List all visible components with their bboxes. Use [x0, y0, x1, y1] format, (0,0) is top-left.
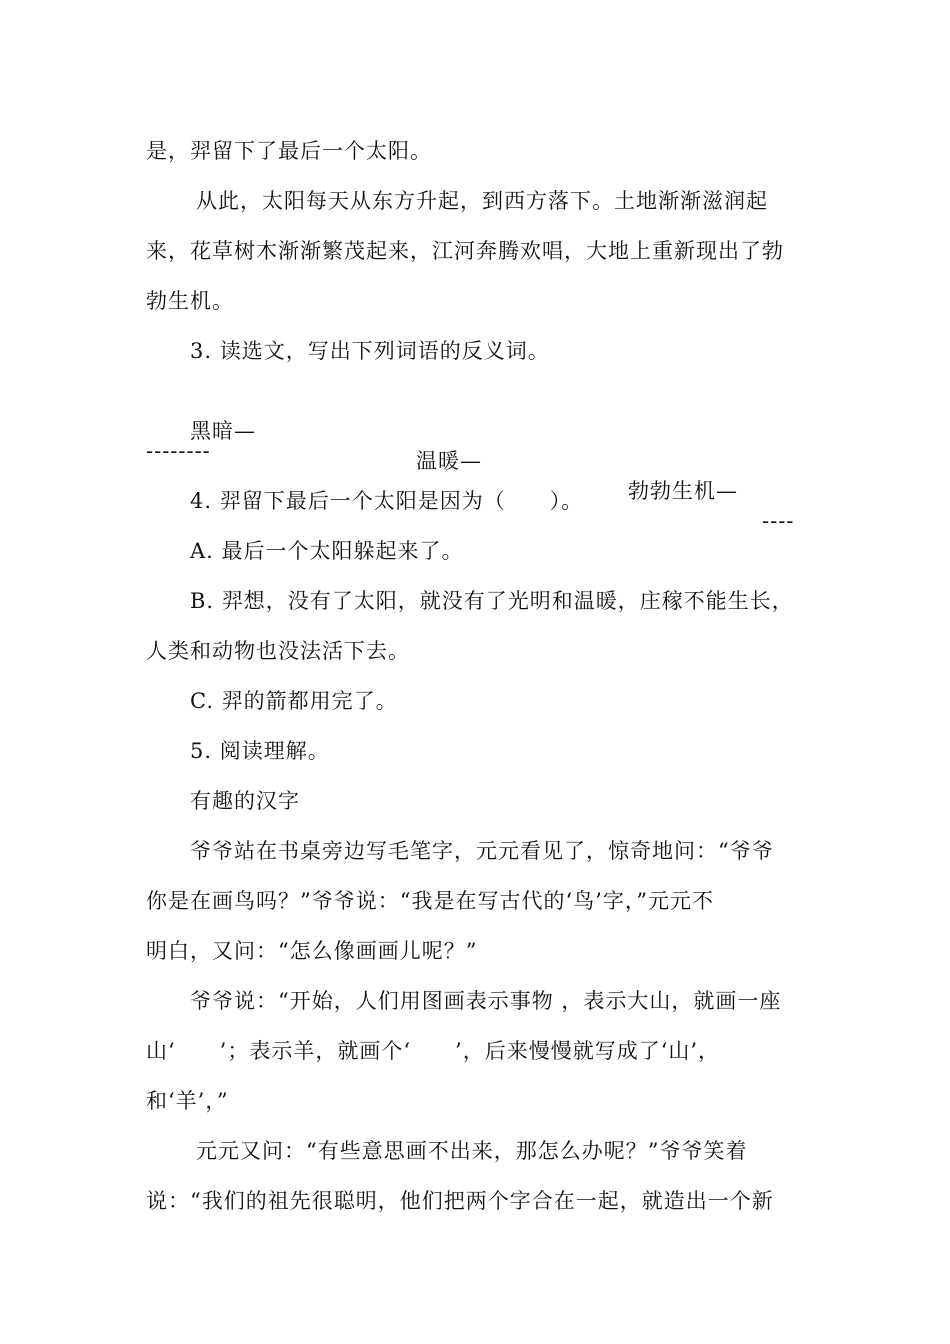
text-line: 来，花草树木渐渐繁茂起来，江河奔腾欢唱，大地上重新现出了勃	[146, 239, 784, 263]
question-4: 4. 羿留下最后一个太阳是因为（ ）。	[190, 489, 584, 513]
answer-blank-line: --------	[146, 439, 211, 463]
antonym-item-darkness: 黑暗—	[190, 419, 256, 443]
antonym-item-vitality: 勃勃生机—	[628, 479, 738, 503]
text-line: 山‘ ’；表示羊，就画个‘ ’，后来慢慢就写成了‘山’，	[146, 1039, 721, 1063]
option-c: C. 羿的箭都用完了。	[190, 689, 398, 713]
text-line: 勃生机。	[146, 289, 234, 313]
antonym-item-warm: 温暖—	[416, 449, 482, 473]
text-line: 你是在画鸟吗？”爷爷说：“我是在写古代的‘鸟’字，”元元不	[146, 889, 715, 913]
text-line: 说：“我们的祖先很聪明，他们把两个字合在一起，就造出一个新	[146, 1189, 774, 1213]
text-line: 爷爷站在书桌旁边写毛笔字，元元看见了，惊奇地问：“爷爷	[190, 839, 774, 863]
option-b: B. 羿想，没有了太阳，就没有了光明和温暖，庄稼不能生长，	[190, 589, 794, 613]
answer-blank-line: ----	[762, 509, 795, 533]
question-5: 5. 阅读理解。	[190, 739, 330, 763]
option-b-continued: 人类和动物也没法活下去。	[146, 639, 410, 663]
option-a: A. 最后一个太阳躲起来了。	[190, 539, 464, 563]
question-3: 3. 读选文，写出下列词语的反义词。	[190, 339, 550, 363]
text-line: 从此，太阳每天从东方升起，到西方落下。土地渐渐滋润起	[196, 189, 768, 213]
passage-title: 有趣的汉字	[190, 789, 300, 813]
text-line: 明白，又问：“怎么像画画儿呢？”	[146, 939, 478, 963]
text-line: 和‘羊’，”	[146, 1089, 229, 1113]
text-line: 元元又问：“有些意思画不出来，那怎么办呢？”爷爷笑着	[196, 1139, 748, 1163]
text-line: 是，羿留下了最后一个太阳。	[146, 139, 432, 163]
text-line: 爷爷说：“开始，人们用图画表示事物 ，表示大山，就画一座	[190, 989, 782, 1013]
